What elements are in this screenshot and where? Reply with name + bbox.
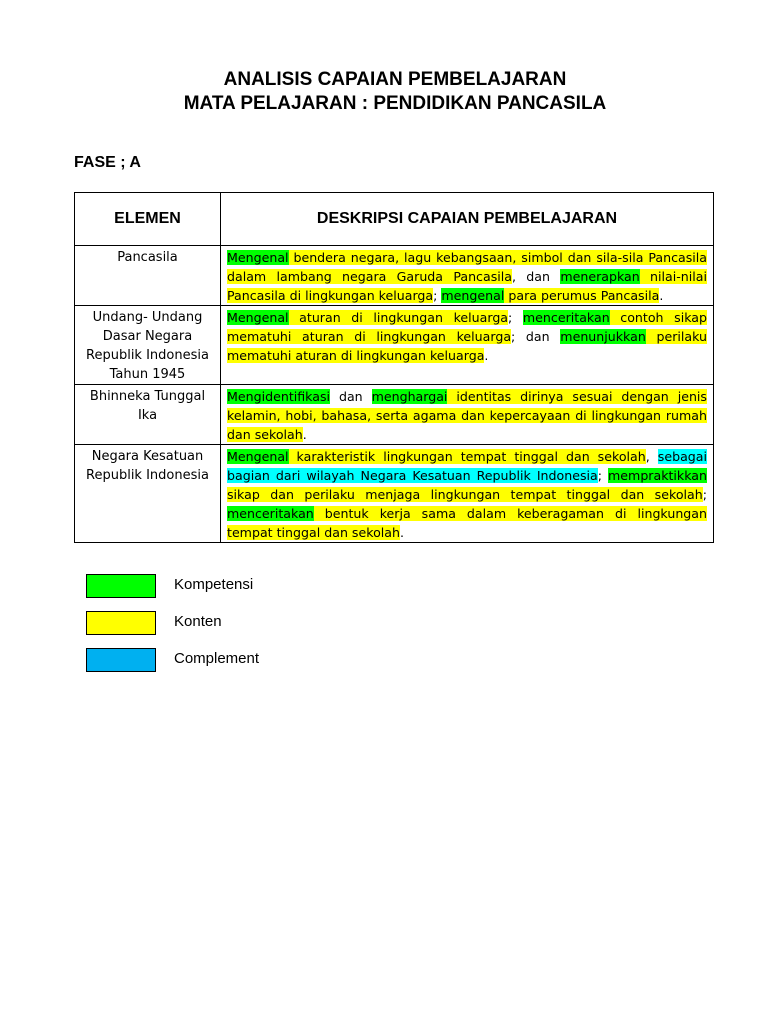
legend-label: Kompetensi <box>174 576 254 593</box>
plain-text: . <box>484 348 489 363</box>
legend-label: Complement <box>174 650 260 667</box>
plain-text: , <box>645 449 658 464</box>
fase-label: FASE ; A <box>74 154 141 171</box>
plain-text: ; <box>508 310 523 325</box>
kompetensi-text: Mengenal <box>227 250 289 265</box>
document-header <box>0 68 768 116</box>
header-elemen: ELEMEN <box>75 193 221 246</box>
kompetensi-text: menerapkan <box>560 269 640 284</box>
plain-text: , dan <box>511 269 561 284</box>
kompetensi-text: menghargai <box>371 389 448 404</box>
plain-text: ; <box>433 288 442 303</box>
konten-text: bendera negara, lagu kebangsaan, simbol dan sila-sila Pancasila dalam lambang negara Garuda Pancasila <box>227 250 707 284</box>
legend-label: Konten <box>174 613 222 630</box>
konten-text: perilaku mematuhi aturan di lingkungan keluarga <box>227 329 707 363</box>
table-row <box>75 385 714 445</box>
capaian-table <box>74 192 714 543</box>
elemen-cell: Negara Kesatuan Republik Indonesia <box>75 445 221 543</box>
table-row <box>75 306 714 385</box>
table-row <box>75 246 714 306</box>
deskripsi-cell <box>221 246 714 306</box>
elemen-cell: Pancasila <box>75 246 221 306</box>
deskripsi-cell <box>221 306 714 385</box>
legend-swatch <box>86 574 156 598</box>
konten-text: contoh sikap mematuhi aturan di lingkungan keluarga <box>227 310 708 344</box>
kompetensi-text: Mengenal <box>227 310 289 325</box>
konten-text: identitas dirinya sesuai dengan jenis kelamin, hobi, bahasa, serta agama dan kepercayaan di lingkungan rumah dan sekolah <box>227 389 707 442</box>
plain-text: ; <box>702 487 707 502</box>
konten-text: nilai-nilai Pancasila di lingkungan keluarga <box>227 269 707 303</box>
plain-text: . <box>302 427 307 442</box>
deskripsi-cell <box>221 445 714 543</box>
konten-text: aturan di lingkungan keluarga <box>288 310 509 325</box>
plain-text: . <box>400 525 405 540</box>
elemen-cell: Undang- Undang Dasar Negara Republik Indonesia Tahun 1945 <box>75 306 221 385</box>
legend-swatch <box>86 611 156 635</box>
kompetensi-text: Mengidentifikasi <box>227 389 331 404</box>
plain-text: ; <box>597 468 609 483</box>
konten-text: bentuk kerja sama dalam keberagaman di lingkungan tempat tinggal dan sekolah <box>227 506 707 540</box>
table-row <box>75 445 714 543</box>
legend-swatch <box>86 648 156 672</box>
document-subtitle: MATA PELAJARAN : PENDIDIKAN PANCASILA <box>183 93 607 114</box>
table-header-row <box>75 193 714 246</box>
plain-text: . <box>659 288 664 303</box>
kompetensi-text: Mengenal <box>227 449 289 464</box>
plain-text: dan <box>330 389 372 404</box>
konten-text: para perumus Pancasila <box>504 288 660 303</box>
plain-text: ; dan <box>511 329 561 344</box>
header-deskripsi: DESKRIPSI CAPAIAN PEMBELAJARAN <box>221 193 714 246</box>
konten-text: karakteristik lingkungan tempat tinggal dan sekolah <box>288 449 646 464</box>
deskripsi-cell <box>221 385 714 445</box>
complement-text: sebagai bagian dari wilayah Negara Kesatuan Republik Indonesia <box>227 449 707 483</box>
kompetensi-text: mengenal <box>441 288 505 303</box>
kompetensi-text: menunjukkan <box>560 329 646 344</box>
konten-text: sikap dan perilaku menjaga lingkungan tempat tinggal dan sekolah <box>227 487 703 502</box>
table-body <box>75 246 714 543</box>
elemen-cell: Bhinneka Tunggal Ika <box>75 385 221 445</box>
kompetensi-text: menceritakan <box>227 506 314 521</box>
kompetensi-text: menceritakan <box>522 310 610 325</box>
kompetensi-text: mempraktikkan <box>608 468 707 483</box>
document-title: ANALISIS CAPAIAN PEMBELAJARAN <box>223 69 567 90</box>
